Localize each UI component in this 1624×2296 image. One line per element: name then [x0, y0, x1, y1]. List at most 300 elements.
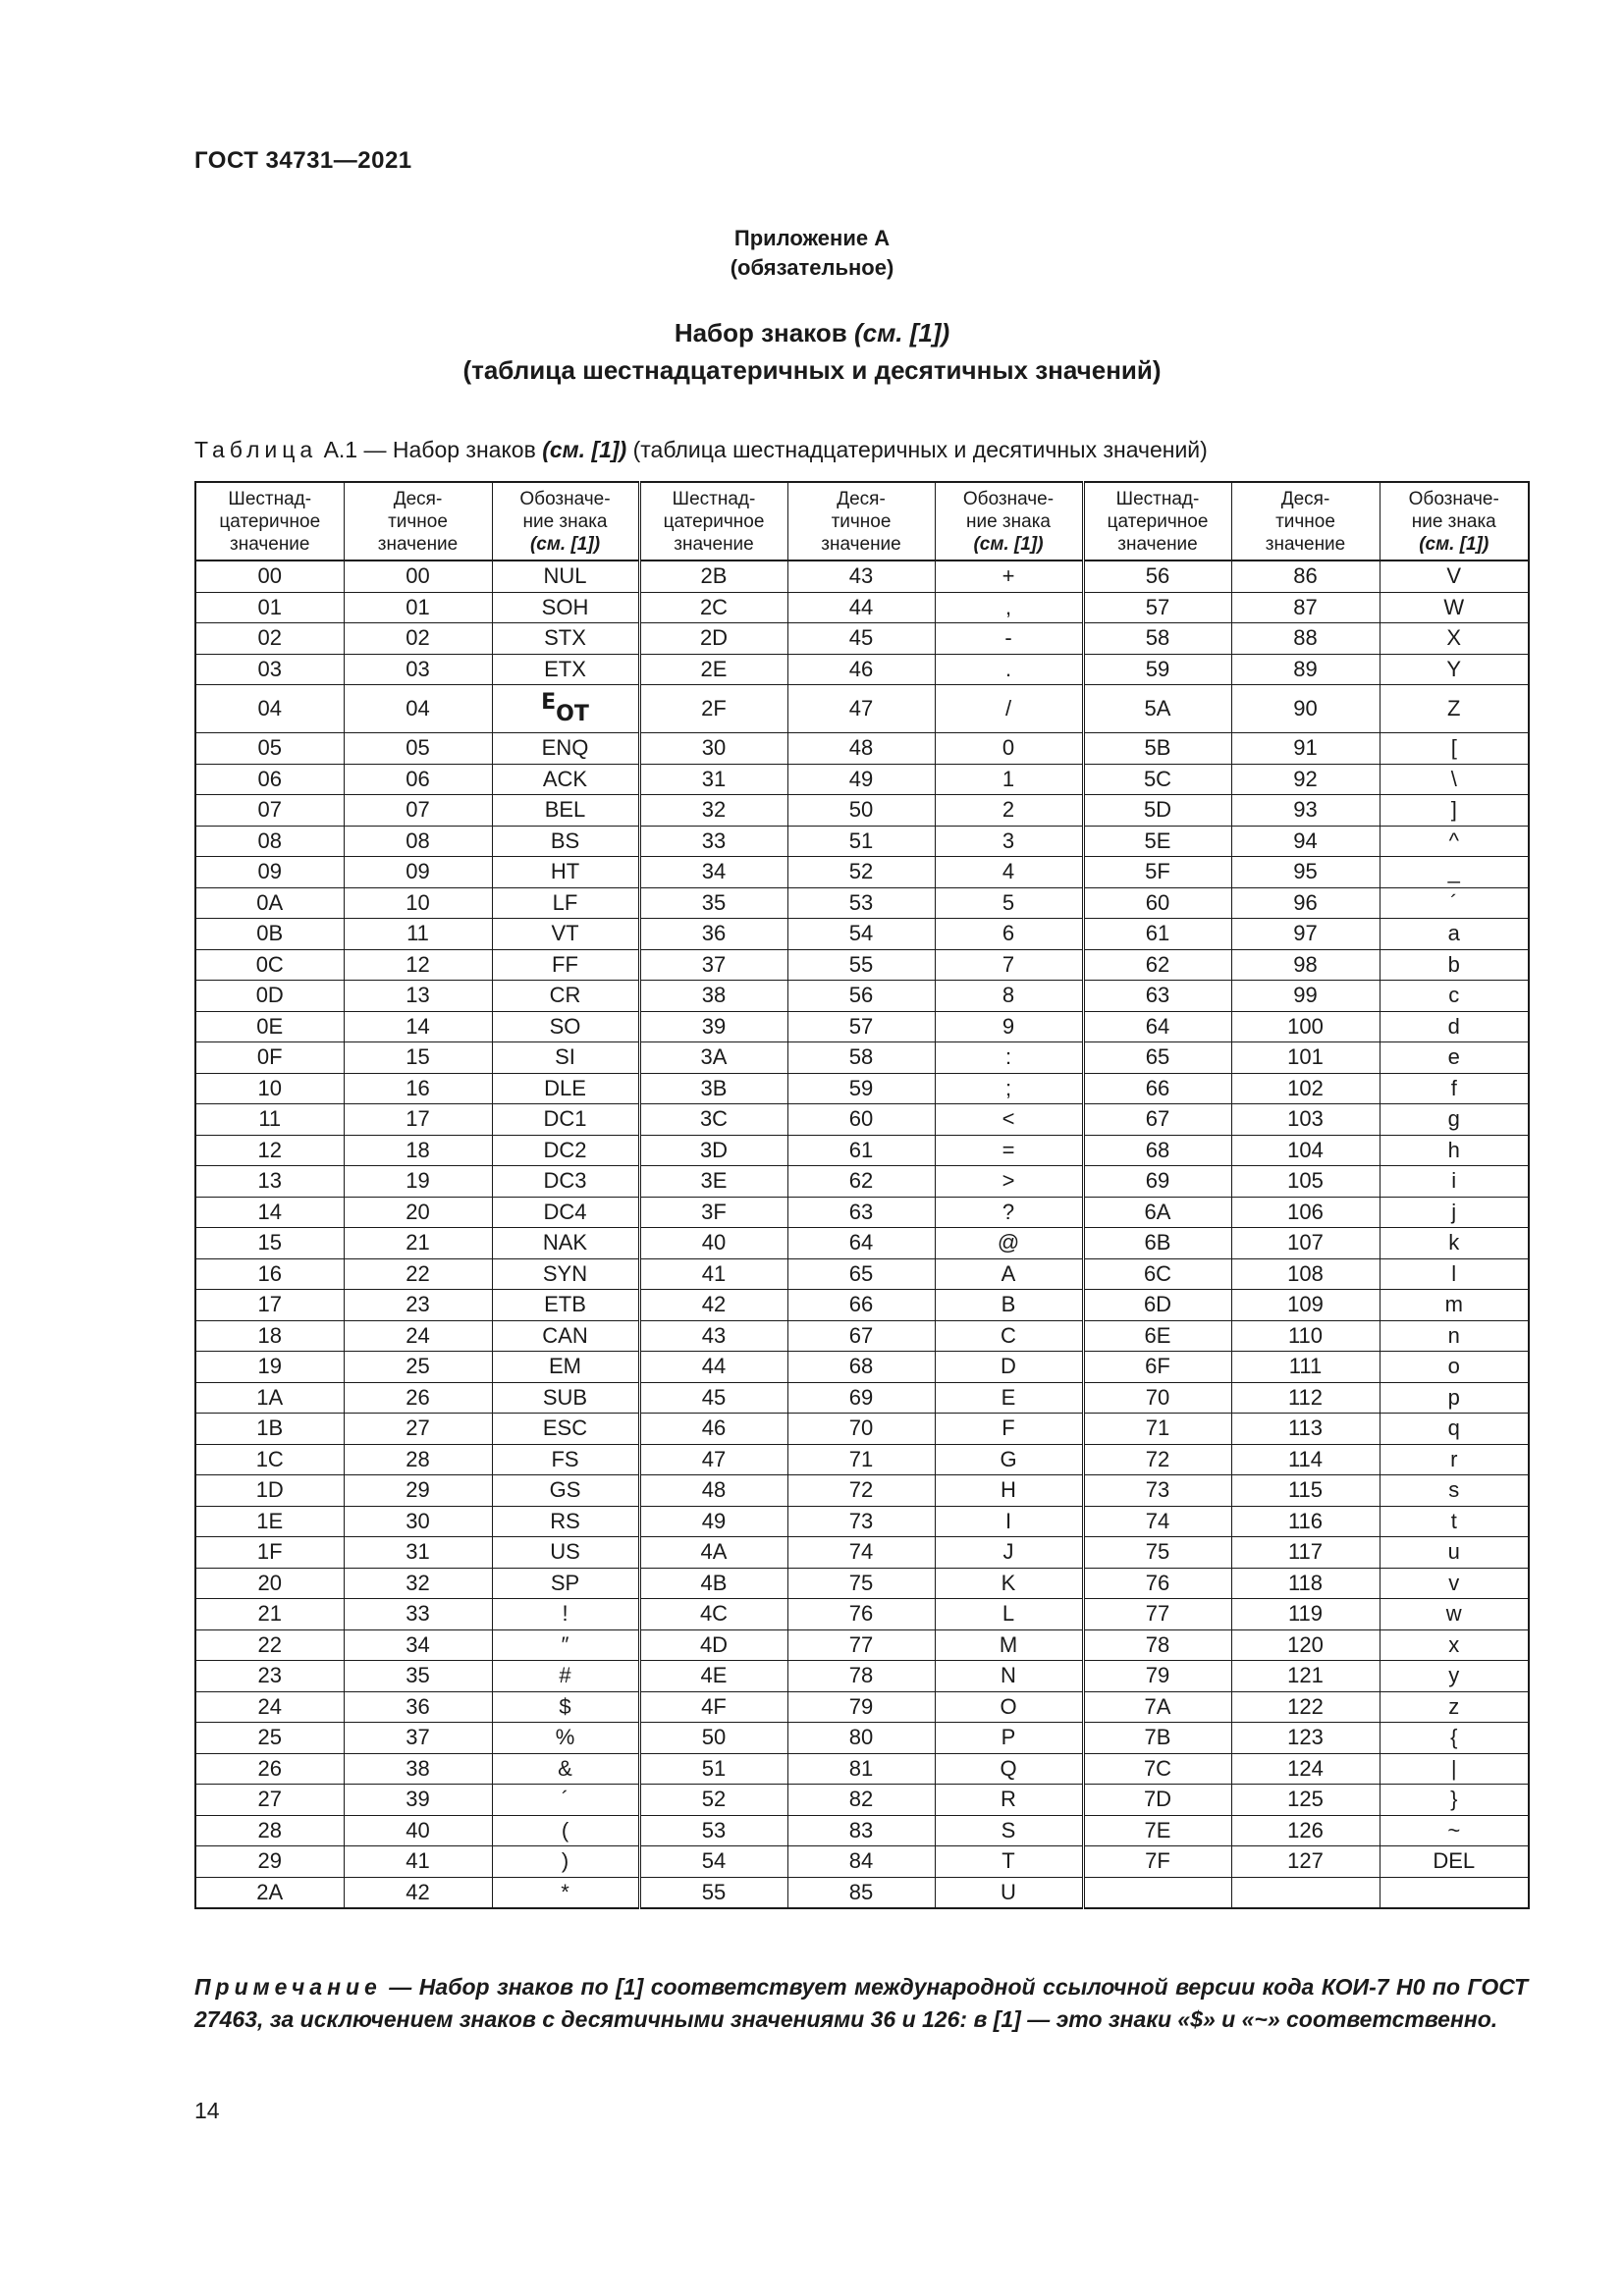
- table-cell: 37: [344, 1723, 492, 1754]
- table-cell: 04: [344, 685, 492, 733]
- table-row: [195, 1846, 1529, 1878]
- column-header-line: Деся-: [1280, 488, 1330, 509]
- table-cell: 23: [195, 1661, 344, 1692]
- table-cell: 25: [344, 1352, 492, 1383]
- table-cell: a: [1380, 919, 1529, 950]
- table-cell: n: [1380, 1320, 1529, 1352]
- table-cell: 74: [787, 1537, 935, 1569]
- table-cell: 26: [344, 1382, 492, 1414]
- table-row: [195, 1691, 1529, 1723]
- table-cell: 08: [344, 826, 492, 857]
- table-row: [195, 1414, 1529, 1445]
- table-cell: 32: [344, 1568, 492, 1599]
- table-cell: 05: [195, 733, 344, 765]
- table-cell: 64: [1083, 1011, 1231, 1042]
- table-cell: 34: [639, 857, 787, 888]
- table-row: [195, 1444, 1529, 1475]
- table-cell: 30: [344, 1506, 492, 1537]
- table-cell: v: [1380, 1568, 1529, 1599]
- table-cell: 72: [787, 1475, 935, 1507]
- column-header-line: тичное: [831, 510, 892, 532]
- table-row: [195, 1197, 1529, 1228]
- table-cell: ,: [935, 592, 1083, 623]
- table-cell: 117: [1231, 1537, 1380, 1569]
- table-cell: 54: [787, 919, 935, 950]
- table-cell: 72: [1083, 1444, 1231, 1475]
- table-cell: 16: [195, 1258, 344, 1290]
- table-cell: 21: [195, 1599, 344, 1630]
- caption-number: А.1 — Набор знаков: [317, 437, 543, 462]
- table-cell: 73: [787, 1506, 935, 1537]
- table-cell: 5D: [1083, 795, 1231, 827]
- table-cell: W: [1380, 592, 1529, 623]
- table-cell: 2B: [639, 561, 787, 592]
- table-row: [195, 1537, 1529, 1569]
- title-line-2: (таблица шестнадцатеричных и десятичных значений): [462, 355, 1162, 385]
- table-cell: }: [1380, 1785, 1529, 1816]
- column-header-line: Шестнад-: [1115, 488, 1200, 509]
- table-cell: 60: [1083, 887, 1231, 919]
- column-header-line: цатеричное: [1107, 510, 1209, 532]
- table-cell: 103: [1231, 1104, 1380, 1136]
- table-cell: 70: [787, 1414, 935, 1445]
- table-cell: 71: [1083, 1414, 1231, 1445]
- table-cell: 5E: [1083, 826, 1231, 857]
- table-cell: %: [492, 1723, 639, 1754]
- table-cell: 63: [1083, 981, 1231, 1012]
- column-header-line: значение: [821, 533, 901, 555]
- table-cell: 20: [344, 1197, 492, 1228]
- table-cell: ;: [935, 1073, 1083, 1104]
- table-cell: 3C: [639, 1104, 787, 1136]
- table-cell: ETB: [492, 1290, 639, 1321]
- table-cell: RS: [492, 1506, 639, 1537]
- title-line-1-plain: Набор знаков: [674, 318, 854, 347]
- table-cell: 80: [787, 1723, 935, 1754]
- table-row: [195, 561, 1529, 592]
- table-cell: 15: [195, 1228, 344, 1259]
- table-cell: 01: [195, 592, 344, 623]
- table-cell: 127: [1231, 1846, 1380, 1878]
- table-cell: 89: [1231, 654, 1380, 685]
- column-header: [492, 482, 639, 561]
- table-row: [195, 1599, 1529, 1630]
- table-cell: 5F: [1083, 857, 1231, 888]
- table-cell: c: [1380, 981, 1529, 1012]
- table-cell: 43: [787, 561, 935, 592]
- column-header-line: цатеричное: [663, 510, 765, 532]
- table-cell: O: [935, 1691, 1083, 1723]
- table-cell: 94: [1231, 826, 1380, 857]
- table-cell: 118: [1231, 1568, 1380, 1599]
- table-cell: 6F: [1083, 1352, 1231, 1383]
- eot-glyph-ot: OT: [556, 701, 589, 726]
- table-cell: 47: [639, 1444, 787, 1475]
- table-cell: 62: [787, 1166, 935, 1198]
- table-cell: ]: [1380, 795, 1529, 827]
- table-cell: X: [1380, 623, 1529, 655]
- table-cell: H: [935, 1475, 1083, 1507]
- table-cell: Z: [1380, 685, 1529, 733]
- table-cell: 54: [639, 1846, 787, 1878]
- table-cell: 1A: [195, 1382, 344, 1414]
- table-cell: R: [935, 1785, 1083, 1816]
- table-cell: 4F: [639, 1691, 787, 1723]
- table-row: [195, 949, 1529, 981]
- table-cell: P: [935, 1723, 1083, 1754]
- table-cell: 19: [195, 1352, 344, 1383]
- table-row: [195, 654, 1529, 685]
- table-cell: u: [1380, 1537, 1529, 1569]
- table-row: [195, 1320, 1529, 1352]
- table-cell: 111: [1231, 1352, 1380, 1383]
- table-cell: B: [935, 1290, 1083, 1321]
- annex-status: (обязательное): [730, 255, 894, 280]
- eot-glyph: [541, 690, 589, 726]
- table-cell: 1: [935, 764, 1083, 795]
- table-cell: 93: [1231, 795, 1380, 827]
- column-header: [1231, 482, 1380, 561]
- table-cell: 1D: [195, 1475, 344, 1507]
- table-cell: 34: [344, 1629, 492, 1661]
- table-cell: 09: [195, 857, 344, 888]
- table-cell: F: [935, 1414, 1083, 1445]
- table-row: [195, 1629, 1529, 1661]
- table-cell: 120: [1231, 1629, 1380, 1661]
- table-cell: 02: [195, 623, 344, 655]
- eot-glyph-e: E: [541, 689, 557, 715]
- table-cell: 26: [195, 1753, 344, 1785]
- column-header: [639, 482, 787, 561]
- table-cell: 66: [787, 1290, 935, 1321]
- column-header-line: Обозначе-: [962, 488, 1055, 509]
- table-row: [195, 1166, 1529, 1198]
- table-cell: 0E: [195, 1011, 344, 1042]
- table-cell: 20: [195, 1568, 344, 1599]
- table-cell: 126: [1231, 1815, 1380, 1846]
- table-cell: 76: [1083, 1568, 1231, 1599]
- table-cell: 64: [787, 1228, 935, 1259]
- table-cell: 3B: [639, 1073, 787, 1104]
- table-cell: 66: [1083, 1073, 1231, 1104]
- table-cell: 21: [344, 1228, 492, 1259]
- table-cell: 84: [787, 1846, 935, 1878]
- column-header-line: ние знака: [522, 510, 608, 532]
- table-cell: 8: [935, 981, 1083, 1012]
- table-cell: 04: [195, 685, 344, 733]
- table-row: [195, 919, 1529, 950]
- table-cell: U: [935, 1877, 1083, 1908]
- table-cell: 56: [787, 981, 935, 1012]
- table-cell: s: [1380, 1475, 1529, 1507]
- table-cell: 69: [1083, 1166, 1231, 1198]
- table-row: [195, 1753, 1529, 1785]
- table-cell: US: [492, 1537, 639, 1569]
- table-cell: S: [935, 1815, 1083, 1846]
- table-row: [195, 1258, 1529, 1290]
- table-cell: E: [935, 1382, 1083, 1414]
- table-cell: 48: [787, 733, 935, 765]
- table-cell: DC2: [492, 1135, 639, 1166]
- table-cell: -: [935, 623, 1083, 655]
- table-cell: i: [1380, 1166, 1529, 1198]
- column-header-line: цатеричное: [219, 510, 321, 532]
- column-header-line: значение: [1265, 533, 1346, 555]
- table-cell: 51: [639, 1753, 787, 1785]
- column-header: [1083, 482, 1231, 561]
- table-cell: 2D: [639, 623, 787, 655]
- title-line-1-ref: (см. [1]): [853, 318, 950, 347]
- table-cell: 12: [344, 949, 492, 981]
- table-cell: 3A: [639, 1042, 787, 1074]
- charset-table: [194, 481, 1530, 1909]
- table-cell: SUB: [492, 1382, 639, 1414]
- table-cell: 124: [1231, 1753, 1380, 1785]
- table-cell: 0A: [195, 887, 344, 919]
- table-cell: 15: [344, 1042, 492, 1074]
- table-note: [194, 1971, 1528, 2036]
- table-cell: d: [1380, 1011, 1529, 1042]
- table-cell: 108: [1231, 1258, 1380, 1290]
- table-cell: p: [1380, 1382, 1529, 1414]
- table-cell: [1380, 1877, 1529, 1908]
- table-cell: 10: [195, 1073, 344, 1104]
- table-cell: 42: [639, 1290, 787, 1321]
- table-cell: 9: [935, 1011, 1083, 1042]
- table-cell: M: [935, 1629, 1083, 1661]
- table-cell: ´: [492, 1785, 639, 1816]
- table-cell: NAK: [492, 1228, 639, 1259]
- note-text: — Набор знаков по [1] соответствует международной ссылочной версии кода КОИ-7 Н0 по ГОСТ 27463, за исключением знаков с десятичными значениями 36 и 126: в [1] — это знаки «$» и «~» соответственно.: [194, 1974, 1528, 2032]
- table-cell: HT: [492, 857, 639, 888]
- table-row: [195, 1135, 1529, 1166]
- table-cell: T: [935, 1846, 1083, 1878]
- table-cell: CR: [492, 981, 639, 1012]
- table-row: [195, 1011, 1529, 1042]
- table-cell: 02: [344, 623, 492, 655]
- table-cell: 41: [639, 1258, 787, 1290]
- table-cell: 6: [935, 919, 1083, 950]
- table-cell: ETX: [492, 654, 639, 685]
- table-cell: g: [1380, 1104, 1529, 1136]
- table-row: [195, 857, 1529, 888]
- table-cell: 28: [344, 1444, 492, 1475]
- table-cell: VT: [492, 919, 639, 950]
- document-code: ГОСТ 34731—2021: [194, 147, 412, 174]
- table-cell: 104: [1231, 1135, 1380, 1166]
- annex-label: Приложение А: [733, 226, 891, 250]
- table-cell: 0F: [195, 1042, 344, 1074]
- table-cell: 68: [1083, 1135, 1231, 1166]
- table-cell: 30: [639, 733, 787, 765]
- table-cell: 41: [344, 1846, 492, 1878]
- table-cell: 81: [787, 1753, 935, 1785]
- table-cell: 23: [344, 1290, 492, 1321]
- table-cell: \: [1380, 764, 1529, 795]
- table-cell: I: [935, 1506, 1083, 1537]
- table-row: [195, 1785, 1529, 1816]
- table-cell: 1F: [195, 1537, 344, 1569]
- table-cell: #: [492, 1661, 639, 1692]
- table-cell: (: [492, 1815, 639, 1846]
- table-cell: 7B: [1083, 1723, 1231, 1754]
- table-cell: <: [935, 1104, 1083, 1136]
- table-caption: [194, 437, 1208, 463]
- table-cell: L: [935, 1599, 1083, 1630]
- column-header: [1380, 482, 1529, 561]
- table-cell: 22: [195, 1629, 344, 1661]
- table-cell: 6C: [1083, 1258, 1231, 1290]
- table-cell: 51: [787, 826, 935, 857]
- table-cell: 47: [787, 685, 935, 733]
- column-header: [935, 482, 1083, 561]
- table-cell: 97: [1231, 919, 1380, 950]
- table-cell: 17: [344, 1104, 492, 1136]
- table-cell: ESC: [492, 1414, 639, 1445]
- table-cell: 125: [1231, 1785, 1380, 1816]
- table-cell: 10: [344, 887, 492, 919]
- table-cell: 59: [1083, 654, 1231, 685]
- table-row: [195, 764, 1529, 795]
- table-cell: 65: [787, 1258, 935, 1290]
- table-cell: SYN: [492, 1258, 639, 1290]
- table-cell: 3: [935, 826, 1083, 857]
- table-cell: 56: [1083, 561, 1231, 592]
- table-cell: [1083, 1877, 1231, 1908]
- table-row: [195, 795, 1529, 827]
- table-cell: &: [492, 1753, 639, 1785]
- table-cell: 67: [1083, 1104, 1231, 1136]
- table-cell: 35: [639, 887, 787, 919]
- caption-rest: (таблица шестнадцатеричных и десятичных значений): [626, 437, 1208, 462]
- table-cell: 22: [344, 1258, 492, 1290]
- column-header-line: (см. [1]): [529, 533, 601, 555]
- table-cell: K: [935, 1568, 1083, 1599]
- column-header-line: Деся-: [837, 488, 886, 509]
- table-cell: |: [1380, 1753, 1529, 1785]
- table-cell: 5A: [1083, 685, 1231, 733]
- table-cell: 53: [787, 887, 935, 919]
- eot-symbol-cell: [492, 685, 639, 733]
- table-cell: 83: [787, 1815, 935, 1846]
- table-cell: 59: [787, 1073, 935, 1104]
- table-cell: 06: [344, 764, 492, 795]
- table-cell: SOH: [492, 592, 639, 623]
- table-cell: 4C: [639, 1599, 787, 1630]
- table-cell: NUL: [492, 561, 639, 592]
- table-cell: 49: [787, 764, 935, 795]
- annex-title: [0, 314, 1624, 389]
- table-cell: 03: [344, 654, 492, 685]
- table-cell: C: [935, 1320, 1083, 1352]
- note-lead: Примечание: [194, 1974, 382, 2000]
- table-cell: [1231, 1877, 1380, 1908]
- table-cell: Y: [1380, 654, 1529, 685]
- column-header-line: Обозначе-: [519, 488, 611, 509]
- table-cell: j: [1380, 1197, 1529, 1228]
- table-cell: 114: [1231, 1444, 1380, 1475]
- table-cell: 14: [195, 1197, 344, 1228]
- table-cell: 07: [195, 795, 344, 827]
- table-cell: 100: [1231, 1011, 1380, 1042]
- table-cell: 19: [344, 1166, 492, 1198]
- table-cell: 105: [1231, 1166, 1380, 1198]
- column-header-line: тичное: [388, 510, 448, 532]
- table-cell: FF: [492, 949, 639, 981]
- table-cell: m: [1380, 1290, 1529, 1321]
- table-cell: EM: [492, 1352, 639, 1383]
- table-cell: 00: [344, 561, 492, 592]
- table-cell: ~: [1380, 1815, 1529, 1846]
- table-cell: 14: [344, 1011, 492, 1042]
- table-cell: N: [935, 1661, 1083, 1692]
- table-cell: ´: [1380, 887, 1529, 919]
- table-cell: A: [935, 1258, 1083, 1290]
- table-row: [195, 1104, 1529, 1136]
- table-cell: _: [1380, 857, 1529, 888]
- table-cell: GS: [492, 1475, 639, 1507]
- table-cell: 82: [787, 1785, 935, 1816]
- table-cell: 122: [1231, 1691, 1380, 1723]
- table-cell: 88: [1231, 623, 1380, 655]
- table-cell: 53: [639, 1815, 787, 1846]
- table-cell: 2: [935, 795, 1083, 827]
- table-cell: LF: [492, 887, 639, 919]
- table-cell: 92: [1231, 764, 1380, 795]
- table-cell: 57: [787, 1011, 935, 1042]
- table-cell: 55: [639, 1877, 787, 1908]
- table-cell: 79: [1083, 1661, 1231, 1692]
- table-cell: 112: [1231, 1382, 1380, 1414]
- table-cell: 99: [1231, 981, 1380, 1012]
- table-cell: k: [1380, 1228, 1529, 1259]
- table-cell: 29: [344, 1475, 492, 1507]
- table-cell: 36: [639, 919, 787, 950]
- table-cell: 09: [344, 857, 492, 888]
- table-cell: 79: [787, 1691, 935, 1723]
- table-cell: 42: [344, 1877, 492, 1908]
- table-cell: 91: [1231, 733, 1380, 765]
- table-cell: 116: [1231, 1506, 1380, 1537]
- table-cell: 17: [195, 1290, 344, 1321]
- table-cell: 75: [1083, 1537, 1231, 1569]
- table-cell: 01: [344, 592, 492, 623]
- caption-label: Таблица: [194, 437, 318, 462]
- table-cell: DEL: [1380, 1846, 1529, 1878]
- table-cell: 4D: [639, 1629, 787, 1661]
- table-cell: 4B: [639, 1568, 787, 1599]
- table-cell: 98: [1231, 949, 1380, 981]
- table-cell: 76: [787, 1599, 935, 1630]
- table-cell: 24: [195, 1691, 344, 1723]
- table-cell: 11: [195, 1104, 344, 1136]
- table-cell: 55: [787, 949, 935, 981]
- table-cell: 68: [787, 1352, 935, 1383]
- table-cell: DC4: [492, 1197, 639, 1228]
- table-cell: 18: [344, 1135, 492, 1166]
- table-cell: 102: [1231, 1073, 1380, 1104]
- column-header: [195, 482, 344, 561]
- table-row: [195, 1506, 1529, 1537]
- table-cell: 1C: [195, 1444, 344, 1475]
- table-cell: ″: [492, 1629, 639, 1661]
- column-header: [344, 482, 492, 561]
- table-cell: 13: [195, 1166, 344, 1198]
- table-row: [195, 826, 1529, 857]
- column-header-line: (см. [1]): [973, 533, 1044, 555]
- table-cell: 39: [344, 1785, 492, 1816]
- column-header-line: Шестнад-: [228, 488, 312, 509]
